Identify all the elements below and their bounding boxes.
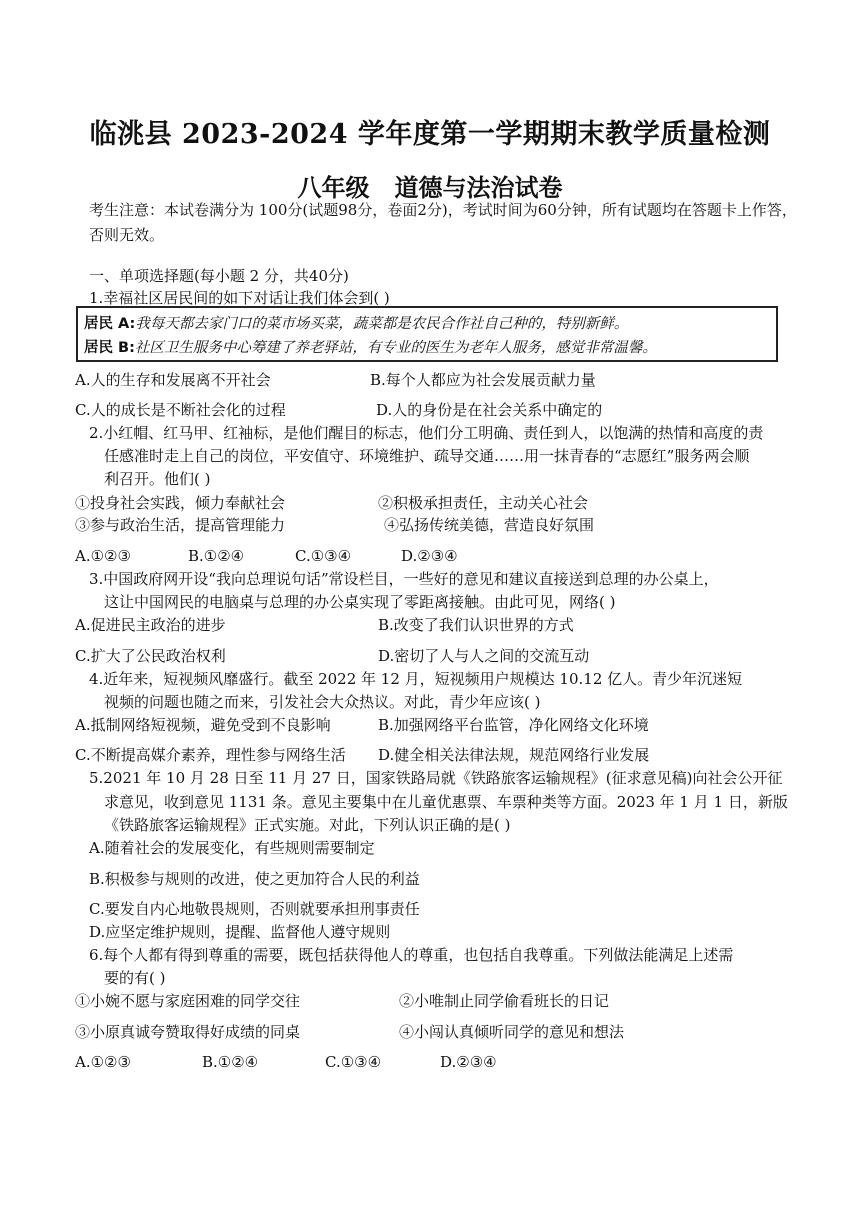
q1-option-c: C.人的成长是不断社会化的过程 bbox=[75, 401, 286, 419]
q5-option-c: C.要发自内心地敬畏规则，否则就要承担刑事责任 bbox=[89, 900, 420, 918]
q6-option-b: B.①②④ bbox=[202, 1053, 259, 1071]
q5-stem-line2: 求意见，收到意见 1131 条。意见主要集中在儿童优惠票、车票种类等方面。2023 年 1 月 1 日，新版 bbox=[104, 793, 788, 811]
q1-speech-a: 我每天都去家门口的菜市场买菜，蔬菜都是农民合作社自己种的，特别新鲜。 bbox=[135, 316, 629, 332]
section-heading: 一、单项选择题(每小题 2 分，共40分) bbox=[89, 267, 349, 285]
exam-notice: 考生注意：本试卷满分为 100分(试题98分，卷面2分)，考试时间为60分钟，所有试题均在答题卡上作答，否则无效。 bbox=[89, 201, 797, 244]
q5-stem-line1: 5.2021 年 10 月 28 日至 11 月 27 日，国家铁路局就《铁路旅客运输规程》(征求意见稿)向社会公开征 bbox=[89, 769, 783, 787]
q3-option-d: D.密切了人与人之间的交流互动 bbox=[378, 647, 590, 665]
q1-option-a: A.人的生存和发展离不开社会 bbox=[75, 371, 271, 389]
q2-stem-line3: 利召开。他们( ) bbox=[104, 470, 211, 488]
q6-stem-line2: 要的有( ) bbox=[104, 969, 166, 987]
q1-speaker-a: 居民 A: bbox=[84, 316, 136, 332]
q1-stem: 1.幸福社区居民间的如下对话让我们体会到( ) bbox=[89, 289, 390, 307]
q6-stem-line1: 6.每个人都有得到尊重的需要，既包括获得他人的尊重，也包括自我尊重。下列做法能满足上述需 bbox=[89, 946, 734, 964]
q2-option-c: C.①③④ bbox=[295, 547, 352, 565]
q6-option-d: D.②③④ bbox=[440, 1053, 497, 1071]
q6-statement-3: ③小原真诚夸赞取得好成绩的同桌 bbox=[75, 1023, 301, 1041]
q4-stem-line2: 视频的问题也随之而来，引发社会大众热议。对此，青少年应该( ) bbox=[104, 693, 541, 711]
exam-subtitle: 八年级 道德与法治试卷 bbox=[297, 173, 563, 202]
q6-option-c: C.①③④ bbox=[325, 1053, 382, 1071]
q2-statement-2: ②积极承担责任，主动关心社会 bbox=[378, 494, 589, 512]
q1-dialogue-box bbox=[76, 306, 778, 362]
q3-option-a: A.促进民主政治的进步 bbox=[75, 616, 226, 634]
q5-option-a: A.随着社会的发展变化，有些规则需要制定 bbox=[89, 839, 375, 857]
q2-stem-line1: 2.小红帽、红马甲、红袖标，是他们醒目的标志，他们分工明确、责任到人，以饱满的热情和高度的责 bbox=[89, 424, 764, 442]
q2-option-b: B.①②④ bbox=[188, 547, 245, 565]
exam-title: 临洮县 2023-2024 学年度第一学期期末教学质量检测 bbox=[89, 119, 771, 150]
q3-stem-line2: 这让中国网民的电脑桌与总理的办公桌实现了零距离接触。由此可见，网络( ) bbox=[104, 593, 616, 611]
q3-option-b: B.改变了我们认识世界的方式 bbox=[378, 616, 574, 634]
q1-option-b: B.每个人都应为社会发展贡献力量 bbox=[370, 371, 596, 389]
q4-option-c: C.不断提高媒介素养，理性参与网络生活 bbox=[75, 746, 346, 764]
q6-statement-1: ①小婉不愿与家庭困难的同学交往 bbox=[75, 992, 301, 1010]
q2-statement-4: ④弘扬传统美德，营造良好氛围 bbox=[384, 516, 595, 534]
q3-stem-line1: 3.中国政府网开设“我向总理说句话”常设栏目，一些好的意见和建议直接送到总理的办公桌上， bbox=[89, 570, 719, 588]
q2-stem-line2: 任感准时走上自己的岗位，平安值守、环境维护、疏导交通……用一抹青春的“志愿红”服务两会顺 bbox=[104, 447, 750, 465]
q6-statement-4: ④小闯认真倾听同学的意见和想法 bbox=[399, 1023, 625, 1041]
q5-option-b: B.积极参与规则的改进，使之更加符合人民的利益 bbox=[89, 870, 420, 888]
q4-option-d: D.健全相关法律法规，规范网络行业发展 bbox=[378, 746, 650, 764]
q5-option-d: D.应坚定维护规则，提醒、监督他人遵守规则 bbox=[89, 923, 391, 941]
q4-option-a: A.抵制网络短视频，避免受到不良影响 bbox=[75, 716, 331, 734]
q2-statement-3: ③参与政治生活，提高管理能力 bbox=[75, 516, 286, 534]
q6-option-a: A.①②③ bbox=[75, 1053, 131, 1071]
q2-option-d: D.②③④ bbox=[401, 547, 458, 565]
q6-statement-2: ②小唯制止同学偷看班长的日记 bbox=[399, 992, 610, 1010]
q4-option-b: B.加强网络平台监管，净化网络文化环境 bbox=[378, 716, 649, 734]
q1-option-d: D.人的身份是在社会关系中确定的 bbox=[376, 401, 603, 419]
q4-stem-line1: 4.近年来，短视频风靡盛行。截至 2022 年 12 月，短视频用户规模达 10.12 亿人。青少年沉迷短 bbox=[89, 670, 743, 688]
q5-stem-line3: 《铁路旅客运输规程》正式实施。对此，下列认识正确的是( ) bbox=[104, 816, 511, 834]
q2-option-a: A.①②③ bbox=[75, 547, 131, 565]
q2-statement-1: ①投身社会实践，倾力奉献社会 bbox=[75, 494, 286, 512]
q1-dialogue-b bbox=[84, 336, 770, 360]
q1-dialogue-a bbox=[84, 312, 770, 336]
q1-speech-b: 社区卫生服务中心筹建了养老驿站，有专业的医生为老年人服务，感觉非常温馨。 bbox=[134, 340, 657, 356]
q1-speaker-b: 居民 B: bbox=[84, 340, 135, 356]
q3-option-c: C.扩大了公民政治权利 bbox=[75, 647, 226, 665]
